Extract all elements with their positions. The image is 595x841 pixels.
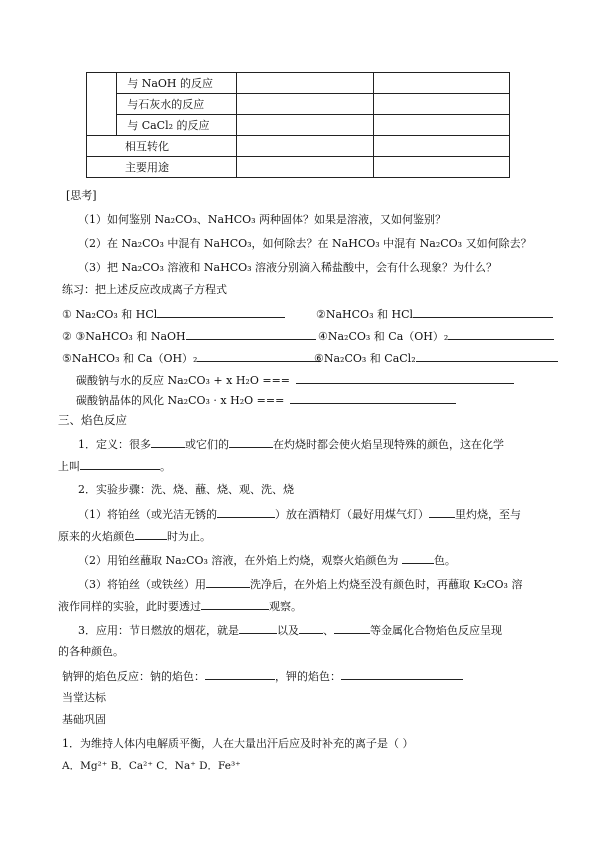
text: 钠钾的焰色反应：钠的焰色： [62,670,205,683]
row-label: 与石灰水的反应 [117,94,237,115]
think-question-3: （3）把 Na₂CO₃ 溶液和 NaHCO₃ 溶液分别滴入稀盐酸中，会有什么现象？为什么？ [78,261,498,274]
answer-blank[interactable] [334,622,370,634]
text: 时为止。 [167,530,211,543]
application-line-2: 的各种颜色。 [58,645,124,658]
table-cell [373,157,510,178]
text: 。 [160,460,171,473]
text: 等金属化合物焰色反应呈现 [370,624,502,637]
definition-line [78,436,504,453]
step-3-line-2 [58,598,302,615]
practice-heading: 练习：把上述反应改成离子方程式 [62,283,227,296]
row-label: 相互转化 [87,136,237,157]
answer-blank[interactable] [429,506,455,518]
text: 洗净后，在外焰上灼烧至没有颜色时，再蘸取 K₂CO₃ 溶 [250,578,523,591]
table-cell [87,73,117,136]
practice-row-5 [76,392,456,409]
practice-row-3b [314,350,558,367]
table-cell [237,157,373,178]
text: 1．定义：很多 [78,438,151,451]
practice-item: 碳酸钠晶体的风化 Na₂CO₃ · x H₂O === [76,394,285,407]
answer-blank[interactable] [201,598,269,610]
table-cell [373,115,510,136]
answer-blank[interactable] [413,306,553,318]
text: 以及 [277,624,299,637]
text: 色。 [433,554,456,567]
row-label: 与 CaCl₂ 的反应 [117,115,237,136]
text: 或它们的 [185,438,229,451]
table-cell [237,73,373,94]
step-3-line [78,576,522,593]
practice-item: ⑤NaHCO₃ 和 Ca（OH）₂ [62,352,198,365]
answer-blank[interactable] [157,306,285,318]
answer-blank[interactable] [205,668,275,680]
question-1-options: A．Mg²⁺ B．Ca²⁺ C．Na⁺ D．Fe³⁺ [62,760,241,772]
answer-blank[interactable] [151,436,185,448]
answer-blank[interactable] [217,506,275,518]
practice-item: 碳酸钠与水的反应 Na₂CO₃ + x H₂O === [76,374,291,387]
practice-item: ① Na₂CO₃ 和 HCl [62,308,158,321]
table-row [87,157,510,178]
definition-line-2 [58,458,171,475]
practice-row-2 [62,328,316,345]
basic-heading: 基础巩固 [62,713,106,726]
text: ）放在酒精灯（最好用煤气灯） [275,508,429,521]
table-cell [373,73,510,94]
practice-row-1 [62,306,285,323]
properties-table [86,72,510,178]
text: 观察。 [269,600,302,613]
practice-item: ② ③NaHCO₃ 和 NaOH [62,330,186,343]
practice-item: ②NaHCO₃ 和 HCl [316,308,414,321]
table-row [87,115,510,136]
application-line [78,622,502,639]
table-cell [237,136,373,157]
answer-blank[interactable] [239,622,277,634]
table-cell [373,136,510,157]
text: 、 [323,624,334,637]
step-1-line [78,506,521,523]
practice-item: ⑥Na₂CO₃ 和 CaCl₂ [314,352,416,365]
text: （1）将铂丝（或光洁无锈的 [78,508,217,521]
answer-blank[interactable] [341,668,463,680]
answer-blank[interactable] [80,458,160,470]
practice-row-1b [316,306,553,323]
think-question-2: （2）在 Na₂CO₃ 中混有 NaHCO₃，如何除去？在 NaHCO₃ 中混有 Na₂CO₃ 又如何除去？ [78,237,532,250]
row-label: 与 NaOH 的反应 [117,73,237,94]
answer-blank[interactable] [229,436,273,448]
flame-colors-line [62,668,463,685]
answer-blank[interactable] [290,392,456,404]
answer-blank[interactable] [296,372,514,384]
think-question-1: （1）如何鉴别 Na₂CO₃、NaHCO₃ 两种固体？如果是溶液，又如何鉴别？ [78,213,447,226]
answer-blank[interactable] [186,328,316,340]
text: （2）用铂丝蘸取 Na₂CO₃ 溶液，在外焰上灼烧，观察火焰颜色为 [78,554,402,567]
text: （3）将铂丝（或铁丝）用 [78,578,206,591]
section-title: 三、焰色反应 [58,413,127,427]
answer-blank[interactable] [206,576,250,588]
question-1: 1．为维持人体内电解质平衡，人在大量出汗后应及时补充的离子是（ ） [62,737,414,750]
steps-line: 2．实验步骤：洗、烧、蘸、烧、观、洗、烧 [78,483,294,496]
text: 3．应用：节日燃放的烟花，就是 [78,624,239,637]
table-cell [237,115,373,136]
table-row [87,94,510,115]
table-row [87,136,510,157]
table-cell [373,94,510,115]
text: 上叫 [58,460,80,473]
text: ，钾的焰色： [275,670,341,683]
text: 里灼烧，至与 [455,508,521,521]
answer-blank[interactable] [197,350,321,362]
answer-blank[interactable] [448,328,554,340]
table-cell [237,94,373,115]
think-heading: [思考] [66,189,97,202]
step-1-line-2 [58,528,211,545]
practice-item: ④Na₂CO₃ 和 Ca（OH）₂ [318,330,449,343]
step-2-line [78,552,456,569]
practice-row-2b [318,328,554,345]
text: 液作同样的实验，此时要透过 [58,600,201,613]
text: 在灼烧时都会使火焰呈现特殊的颜色，这在化学 [273,438,504,451]
practice-row-3 [62,350,321,367]
answer-blank[interactable] [416,350,558,362]
answer-blank[interactable] [135,528,167,540]
table-row [87,73,510,94]
answer-blank[interactable] [299,622,323,634]
row-label: 主要用途 [87,157,237,178]
practice-row-4 [76,372,514,389]
answer-blank[interactable] [402,552,434,564]
review-heading: 当堂达标 [62,691,106,704]
text: 原来的火焰颜色 [58,530,135,543]
